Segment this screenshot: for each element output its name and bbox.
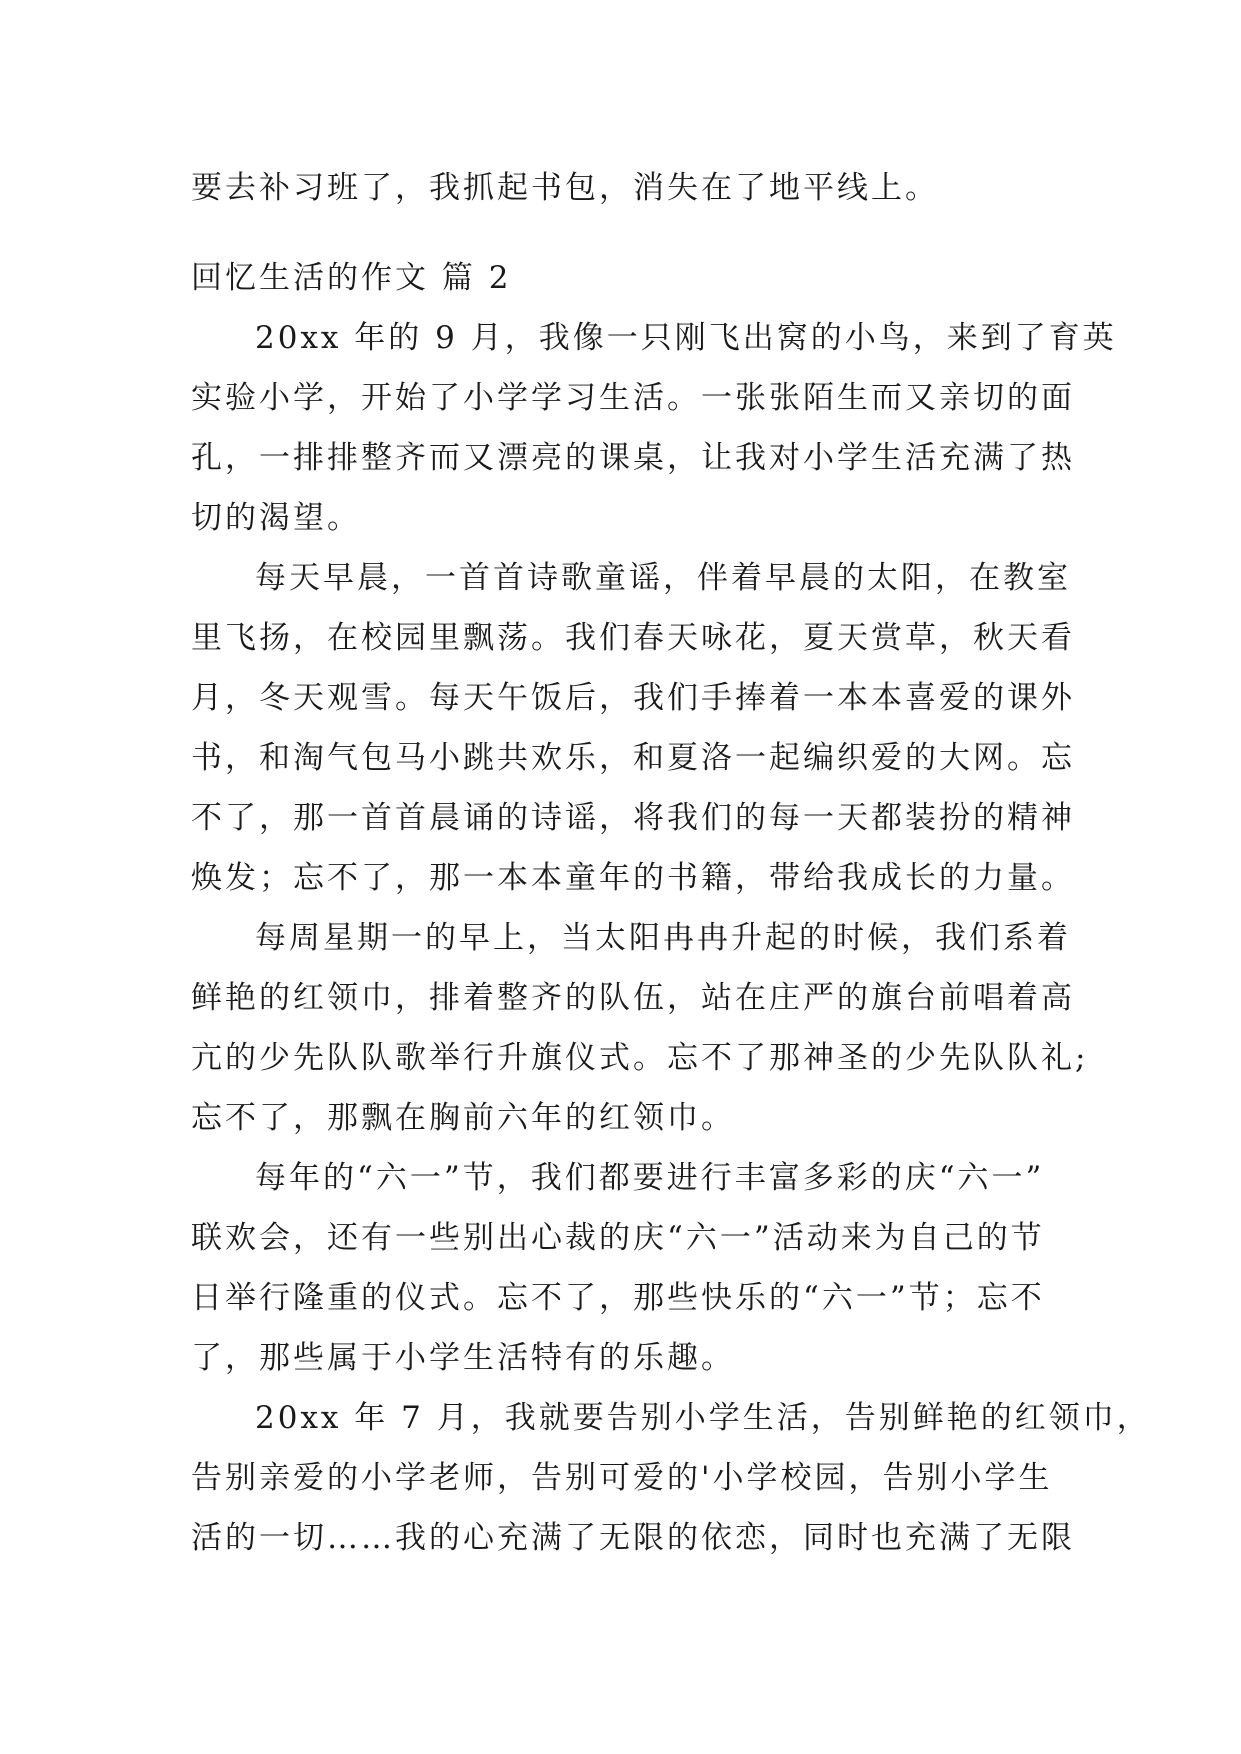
text-line: 20xx 年 7 月，我就要告别小学生活，告别鲜艳的红领巾，	[255, 1400, 1151, 1436]
text-line: 书，和淘气包马小跳共欢乐，和夏洛一起编织爱的大网。忘	[191, 740, 1075, 776]
text-line: 里飞扬，在校园里飘荡。我们春天咏花，夏天赏草，秋天看	[191, 620, 1075, 656]
paragraph	[191, 1148, 1051, 1388]
text-line: 每年的“六一”节，我们都要进行丰富多彩的庆“六一”	[255, 1160, 1045, 1196]
text-line: 了，那些属于小学生活特有的乐趣。	[191, 1340, 735, 1376]
text-line: 20xx 年的 9 月，我像一只刚飞出窝的小鸟，来到了育英	[255, 320, 1117, 356]
carryover-paragraph	[191, 158, 1051, 218]
text-line: 亢的少先队队歌举行升旗仪式。忘不了那神圣的少先队队礼;	[191, 1040, 1089, 1076]
text-line: 联欢会，还有一些别出心裁的庆“六一”活动来为自己的节	[191, 1220, 1045, 1256]
text-line: 鲜艳的红领巾，排着整齐的队伍，站在庄严的旗台前唱着高	[191, 980, 1075, 1016]
paragraph	[191, 308, 1117, 548]
text-line: 要去补习班了，我抓起书包，消失在了地平线上。	[191, 170, 939, 206]
text-line: 孔，一排排整齐而又漂亮的课桌，让我对小学生活充满了热	[191, 440, 1075, 476]
text-line: 告别亲爱的小学老师，告别可爱的'小学校园，告别小学生	[191, 1460, 1053, 1496]
text-line: 不了，那一首首晨诵的诗谣，将我们的每一天都装扮的精神	[191, 800, 1075, 836]
paragraph	[191, 548, 1075, 908]
section-heading: 回忆生活的作文 篇 2	[191, 260, 512, 296]
text-line: 日举行隆重的仪式。忘不了，那些快乐的“六一”节；忘不	[191, 1280, 1045, 1316]
paragraph	[191, 908, 1089, 1148]
text-line: 实验小学，开始了小学学习生活。一张张陌生而又亲切的面	[191, 380, 1075, 416]
text-line: 忘不了，那飘在胸前六年的红领巾。	[191, 1100, 735, 1136]
text-line: 活的一切……我的心充满了无限的依恋，同时也充满了无限	[191, 1520, 1075, 1556]
essay-body	[191, 308, 1151, 1568]
text-line: 每天早晨，一首首诗歌童谣，伴着早晨的太阳，在教室	[255, 560, 1071, 596]
text-line: 切的渴望。	[191, 500, 361, 536]
text-line: 焕发；忘不了，那一本本童年的书籍，带给我成长的力量。	[191, 860, 1075, 896]
paragraph	[191, 1388, 1151, 1568]
text-line: 每周星期一的早上，当太阳冉冉升起的时候，我们系着	[255, 920, 1071, 956]
text-line: 月，冬天观雪。每天午饭后，我们手捧着一本本喜爱的课外	[191, 680, 1075, 716]
section-heading-block	[191, 248, 1051, 308]
